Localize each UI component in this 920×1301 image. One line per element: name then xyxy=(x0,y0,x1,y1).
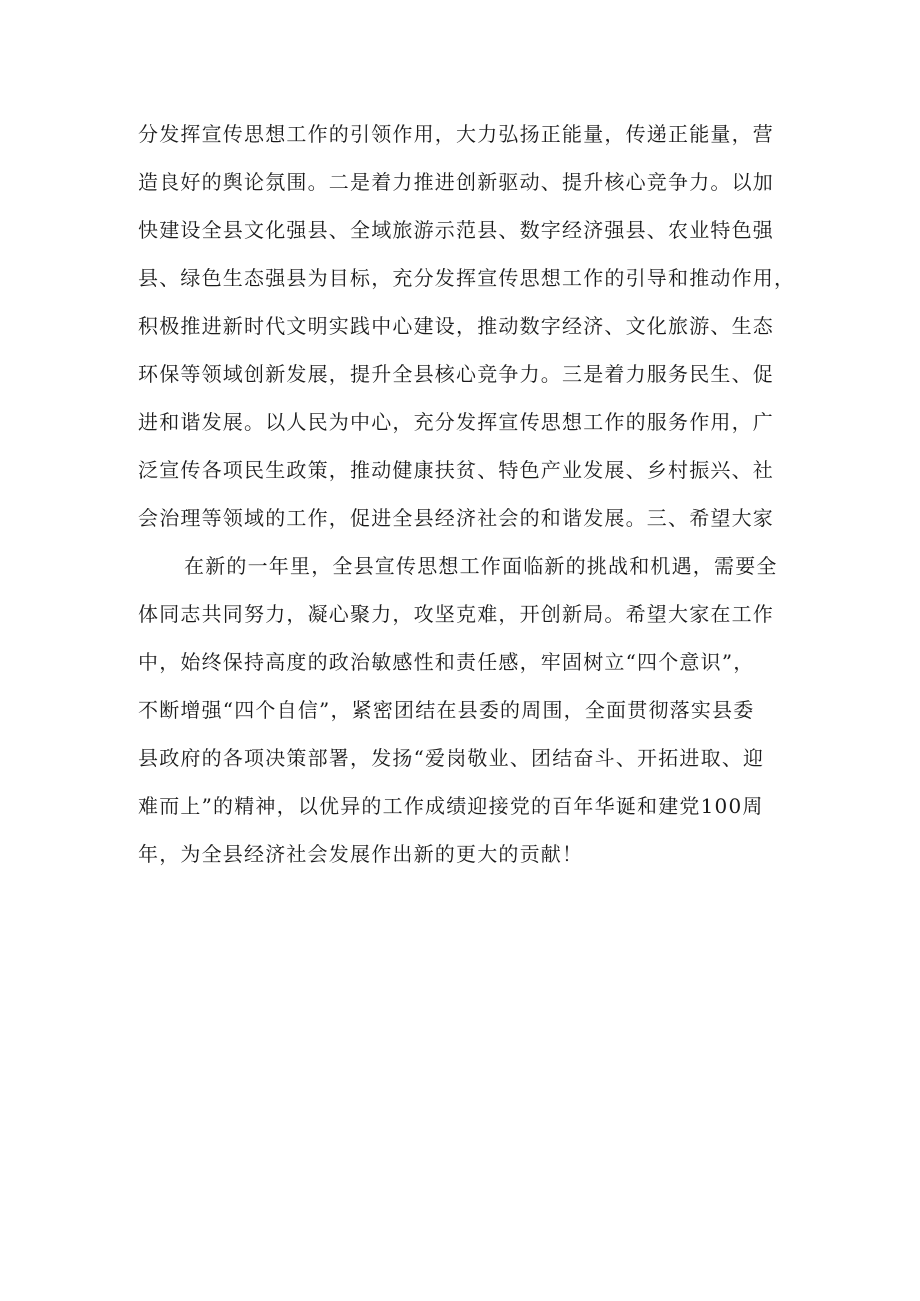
body-text xyxy=(138,110,798,878)
text-line-9: 会治理等领域的工作，促进全县经济社会的和谐发展。三、希望大家 xyxy=(138,506,774,530)
text-line-8: 泛宣传各项民生政策，推动健康扶贫、特色产业发展、乡村振兴、社 xyxy=(138,458,774,482)
text-line-14: 县政府的各项决策部署，发扬“爱岗敬业、团结奋斗、开拓进取、迎 xyxy=(138,746,765,770)
text-line-2: 造良好的舆论氛围。二是着力推进创新驱动、提升核心竞争力。以加 xyxy=(138,170,774,194)
text-line-11: 体同志共同努力，凝心聚力，攻坚克难，开创新局。希望大家在工作 xyxy=(138,602,774,626)
text-line-3: 快建设全县文化强县、全域旅游示范县、数字经济强县、农业特色强 xyxy=(138,218,774,242)
text-line-10: 在新的一年里，全县宣传思想工作面临新的挑战和机遇，需要全 xyxy=(184,554,778,578)
text-line-16: 年，为全县经济社会发展作出新的更大的贡献！ xyxy=(138,842,584,866)
text-line-15: 难而上”的精神，以优异的工作成绩迎接党的百年华诞和建党100周 xyxy=(138,794,764,818)
text-line-7: 进和谐发展。以人民为中心，充分发挥宣传思想工作的服务作用，广 xyxy=(138,410,774,434)
text-line-1: 分发挥宣传思想工作的引领作用，大力弘扬正能量，传递正能量，营 xyxy=(138,122,774,146)
text-line-12: 中，始终保持高度的政治敏感性和责任感，牢固树立“四个意识”， xyxy=(138,650,755,674)
text-line-6: 环保等领域创新发展，提升全县核心竞争力。三是着力服务民生、促 xyxy=(138,362,774,386)
text-line-13: 不断增强“四个自信”，紧密团结在县委的周围，全面贯彻落实县委 xyxy=(138,698,755,722)
text-line-4: 县、绿色生态强县为目标，充分发挥宣传思想工作的引导和推动作用， xyxy=(138,266,796,290)
text-line-5: 积极推进新时代文明实践中心建设，推动数字经济、文化旅游、生态 xyxy=(138,314,774,338)
